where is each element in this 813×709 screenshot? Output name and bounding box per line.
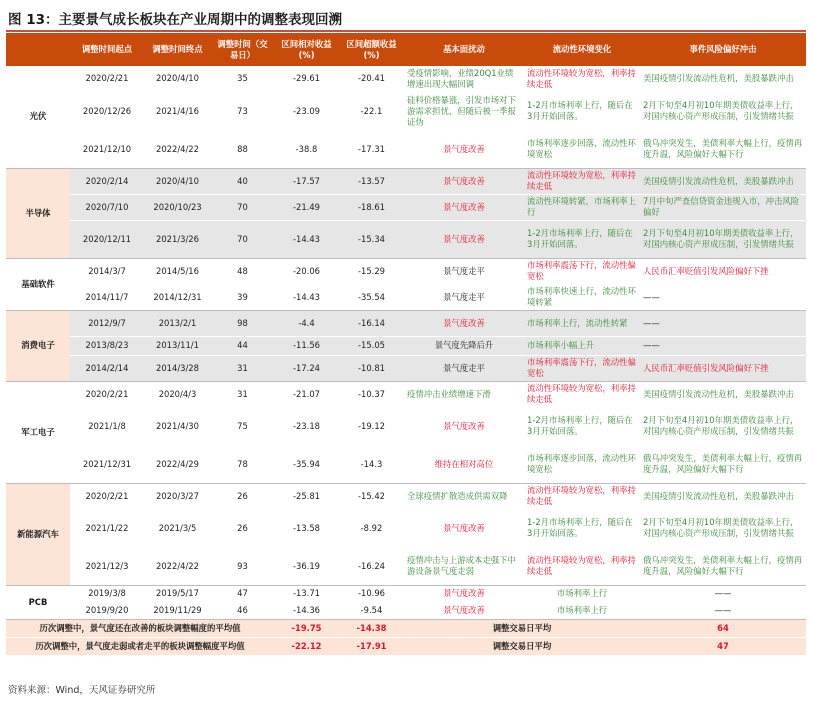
trading-days: 98 (211, 310, 274, 336)
header-excess-return: 区间超额收益(%) (339, 33, 404, 66)
relative-return: -20.06 (274, 258, 339, 284)
excess-return: -17.31 (339, 130, 404, 168)
liquidity-change: 市场利率上行 (524, 602, 640, 619)
trading-days: 73 (211, 92, 274, 130)
figure-title: 图 13：主要景气成长板块在产业周期中的调整表现回溯 (8, 12, 342, 28)
table-row (6, 194, 806, 220)
end-date: 2013/11/1 (144, 336, 211, 355)
liquidity-change: 流动性环境较为宽松，利率持续走低 (524, 168, 640, 194)
fundamental-disturbance: 景气度改善 (404, 407, 524, 445)
liquidity-change: 流动性环境较为宽松，利率持续走低 (524, 483, 640, 509)
fundamental-disturbance: 景气度改善 (404, 130, 524, 168)
summary-days-value: 64 (640, 619, 806, 637)
sector-name: 新能源汽车 (6, 483, 70, 585)
header-start: 调整时间起点 (70, 33, 144, 66)
liquidity-change: 1-2月市场利率上行，随后在3月开始回落。 (524, 220, 640, 258)
fundamental-disturbance: 疫情冲击与上游成本走强下中游设备景气度走弱 (404, 547, 524, 585)
trading-days: 70 (211, 194, 274, 220)
relative-return: -36.19 (274, 547, 339, 585)
start-date: 2014/2/14 (70, 355, 144, 381)
event-risk-shock: 7月中旬严查信贷资金违规入市，冲击风险偏好 (640, 194, 806, 220)
relative-return: -23.18 (274, 407, 339, 445)
summary-label: 历次调整中，景气度还在改善的板块调整幅度的平均值 (6, 619, 274, 637)
relative-return: -14.43 (274, 284, 339, 310)
trading-days: 47 (211, 585, 274, 602)
event-risk-shock: 俄乌冲突发生，美债利率大幅上行，疫情再度升温，风险偏好大幅下行 (640, 130, 806, 168)
sector-name: PCB (6, 585, 70, 619)
start-date: 2014/3/7 (70, 258, 144, 284)
table-row (6, 509, 806, 547)
start-date: 2021/1/22 (70, 509, 144, 547)
fundamental-disturbance: 景气度走平 (404, 284, 524, 310)
table-row (6, 336, 806, 355)
header-relative-return: 区间相对收益(%) (274, 33, 339, 66)
table-row (6, 585, 806, 602)
event-risk-shock: 俄乌冲突发生，美债利率大幅上行，疫情再度升温，风险偏好大幅下行 (640, 445, 806, 483)
relative-return: -23.09 (274, 92, 339, 130)
title-divider (6, 30, 806, 32)
relative-return: -25.81 (274, 483, 339, 509)
event-risk-shock: —— (640, 310, 806, 336)
fundamental-disturbance: 景气度改善 (404, 509, 524, 547)
excess-return: -10.37 (339, 381, 404, 407)
start-date: 2012/9/7 (70, 310, 144, 336)
summary-label: 历次调整中，景气度走弱或者走平的板块调整幅度平均值 (6, 637, 274, 655)
end-date: 2022/4/29 (144, 445, 211, 483)
trading-days: 26 (211, 483, 274, 509)
event-risk-shock: 人民币汇率贬值引发风险偏好下挫 (640, 355, 806, 381)
sector-name: 基础软件 (6, 258, 70, 310)
start-date: 2020/2/21 (70, 381, 144, 407)
relative-return: -21.49 (274, 194, 339, 220)
start-date: 2014/11/7 (70, 284, 144, 310)
trading-days: 48 (211, 258, 274, 284)
relative-return: -14.36 (274, 602, 339, 619)
end-date: 2020/4/10 (144, 66, 211, 92)
excess-return: -15.34 (339, 220, 404, 258)
end-date: 2019/11/29 (144, 602, 211, 619)
fundamental-disturbance: 受疫情影响，业绩20Q1业绩增速出现大幅回调 (404, 66, 524, 92)
end-date: 2020/3/27 (144, 483, 211, 509)
start-date: 2021/1/8 (70, 407, 144, 445)
table-row (6, 547, 806, 585)
event-risk-shock: 美国疫情引发流动性危机，美股暴跌冲击 (640, 66, 806, 92)
start-date: 2021/12/10 (70, 130, 144, 168)
trading-days: 44 (211, 336, 274, 355)
relative-return: -13.71 (274, 585, 339, 602)
table-row (6, 602, 806, 619)
start-date: 2020/12/11 (70, 220, 144, 258)
relative-return: -4.4 (274, 310, 339, 336)
header-liquidity: 流动性环境变化 (524, 33, 640, 66)
summary-relative-return: -22.12 (274, 637, 339, 655)
start-date: 2020/12/26 (70, 92, 144, 130)
event-risk-shock: 2月下旬至4月初10年期美债收益率上行，对国内核心资产形成压制，引发情绪共振 (640, 509, 806, 547)
end-date: 2021/4/16 (144, 92, 211, 130)
relative-return: -29.61 (274, 66, 339, 92)
end-date: 2019/5/17 (144, 585, 211, 602)
relative-return: -21.07 (274, 381, 339, 407)
relative-return: -38.8 (274, 130, 339, 168)
trading-days: 40 (211, 168, 274, 194)
table-row (6, 284, 806, 310)
adjustment-table (6, 33, 806, 656)
liquidity-change: 市场利率快速上行，流动性环境转紧 (524, 284, 640, 310)
sector-name: 半导体 (6, 168, 70, 258)
table-row (6, 407, 806, 445)
sector-name: 军工电子 (6, 381, 70, 483)
fundamental-disturbance: 维持在相对高位 (404, 445, 524, 483)
end-date: 2014/12/31 (144, 284, 211, 310)
start-date: 2020/2/21 (70, 66, 144, 92)
end-date: 2022/4/22 (144, 547, 211, 585)
fundamental-disturbance: 疫情冲击业绩增速下滑 (404, 381, 524, 407)
summary-row-weakening (6, 637, 806, 655)
liquidity-change: 市场利率小幅上升 (524, 336, 640, 355)
liquidity-change: 1-2月市场利率上行，随后在3月开始回落。 (524, 92, 640, 130)
fundamental-disturbance: 硅料价格暴涨，引发市场对下游需求担忧，但随后被一季报证伪 (404, 92, 524, 130)
trading-days: 31 (211, 355, 274, 381)
end-date: 2013/2/1 (144, 310, 211, 336)
event-risk-shock: —— (640, 602, 806, 619)
summary-days-label: 调整交易日平均 (404, 619, 640, 637)
excess-return: -13.57 (339, 168, 404, 194)
start-date: 2013/8/23 (70, 336, 144, 355)
excess-return: -10.81 (339, 355, 404, 381)
sector-name: 消费电子 (6, 310, 70, 381)
liquidity-change: 市场利率震荡下行，流动性偏宽松 (524, 355, 640, 381)
table-row (6, 220, 806, 258)
summary-row-improving (6, 619, 806, 637)
event-risk-shock: 俄乌冲突发生，美债利率大幅上行，疫情再度升温，风险偏好大幅下行 (640, 547, 806, 585)
fundamental-disturbance: 景气度改善 (404, 220, 524, 258)
end-date: 2014/5/16 (144, 258, 211, 284)
fundamental-disturbance: 景气度先降后升 (404, 336, 524, 355)
table-row (6, 92, 806, 130)
event-risk-shock: —— (640, 336, 806, 355)
start-date: 2021/12/3 (70, 547, 144, 585)
excess-return: -18.61 (339, 194, 404, 220)
liquidity-change: 市场利率逐步回落，流动性环境宽松 (524, 445, 640, 483)
header-event-risk: 事件风险偏好冲击 (640, 33, 806, 66)
relative-return: -17.57 (274, 168, 339, 194)
fundamental-disturbance: 景气度走平 (404, 355, 524, 381)
summary-excess-return: -14.38 (339, 619, 404, 637)
end-date: 2020/10/23 (144, 194, 211, 220)
start-date: 2020/2/14 (70, 168, 144, 194)
trading-days: 78 (211, 445, 274, 483)
excess-return: -10.96 (339, 585, 404, 602)
excess-return: -15.05 (339, 336, 404, 355)
table-row (6, 258, 806, 284)
trading-days: 31 (211, 381, 274, 407)
end-date: 2020/4/10 (144, 168, 211, 194)
header-end: 调整时间终点 (144, 33, 211, 66)
event-risk-shock: 2月下旬至4月初10年期美债收益率上行，对国内核心资产形成压制，引发情绪共振 (640, 92, 806, 130)
excess-return: -35.54 (339, 284, 404, 310)
end-date: 2021/3/5 (144, 509, 211, 547)
table-row (6, 310, 806, 336)
excess-return: -8.92 (339, 509, 404, 547)
fundamental-disturbance: 景气度改善 (404, 310, 524, 336)
summary-days-value: 47 (640, 637, 806, 655)
event-risk-shock: —— (640, 585, 806, 602)
liquidity-change: 流动性环境转紧，市场利率上行 (524, 194, 640, 220)
end-date: 2021/4/30 (144, 407, 211, 445)
start-date: 2020/2/21 (70, 483, 144, 509)
liquidity-change: 1-2月市场利率上行，随后在3月开始回落。 (524, 509, 640, 547)
sector-name: 光伏 (6, 66, 70, 168)
header-fundamental: 基本面扰动 (404, 33, 524, 66)
end-date: 2022/4/22 (144, 130, 211, 168)
header-sector (6, 33, 70, 66)
liquidity-change: 1-2月市场利率上行，随后在3月开始回落。 (524, 407, 640, 445)
relative-return: -35.94 (274, 445, 339, 483)
trading-days: 93 (211, 547, 274, 585)
excess-return: -16.24 (339, 547, 404, 585)
event-risk-shock: 2月下旬至4月初10年期美债收益率上行，对国内核心资产形成压制，引发情绪共振 (640, 407, 806, 445)
excess-return: -15.42 (339, 483, 404, 509)
table-row (6, 483, 806, 509)
trading-days: 26 (211, 509, 274, 547)
event-risk-shock: —— (640, 284, 806, 310)
table-row (6, 130, 806, 168)
summary-relative-return: -19.75 (274, 619, 339, 637)
liquidity-change: 市场利率震荡下行，流动性偏宽松 (524, 258, 640, 284)
end-date: 2021/3/26 (144, 220, 211, 258)
trading-days: 39 (211, 284, 274, 310)
fundamental-disturbance: 景气度改善 (404, 168, 524, 194)
trading-days: 75 (211, 407, 274, 445)
start-date: 2019/3/8 (70, 585, 144, 602)
trading-days: 88 (211, 130, 274, 168)
excess-return: -20.41 (339, 66, 404, 92)
trading-days: 70 (211, 220, 274, 258)
summary-excess-return: -17.91 (339, 637, 404, 655)
liquidity-change: 流动性环境较为宽松，利率持续走低 (524, 547, 640, 585)
excess-return: -9.54 (339, 602, 404, 619)
fundamental-disturbance: 景气度走平 (404, 258, 524, 284)
summary-days-label: 调整交易日平均 (404, 637, 640, 655)
event-risk-shock: 美国疫情引发流动性危机，美股暴跌冲击 (640, 168, 806, 194)
header-row (6, 33, 806, 66)
relative-return: -13.58 (274, 509, 339, 547)
end-date: 2014/3/28 (144, 355, 211, 381)
start-date: 2019/9/20 (70, 602, 144, 619)
header-days: 调整时间（交易日） (211, 33, 274, 66)
table-row (6, 381, 806, 407)
fundamental-disturbance: 全球疫情扩散造成供需双降 (404, 483, 524, 509)
table-row (6, 445, 806, 483)
source-note: 资料来源：Wind，天风证券研究所 (8, 685, 156, 696)
fundamental-disturbance: 景气度改善 (404, 194, 524, 220)
liquidity-change: 市场利率上行 (524, 585, 640, 602)
excess-return: -14.3 (339, 445, 404, 483)
excess-return: -22.1 (339, 92, 404, 130)
event-risk-shock: 美国疫情引发流动性危机，美股暴跌冲击 (640, 483, 806, 509)
start-date: 2020/7/10 (70, 194, 144, 220)
event-risk-shock: 美国疫情引发流动性危机，美股暴跌冲击 (640, 381, 806, 407)
relative-return: -11.56 (274, 336, 339, 355)
table-row (6, 168, 806, 194)
table-row (6, 66, 806, 92)
liquidity-change: 市场利率逐步回落，流动性环境宽松 (524, 130, 640, 168)
liquidity-change: 流动性环境较为宽松，利率持续走低 (524, 381, 640, 407)
fundamental-disturbance: 景气度改善 (404, 602, 524, 619)
start-date: 2021/12/31 (70, 445, 144, 483)
excess-return: -16.14 (339, 310, 404, 336)
trading-days: 46 (211, 602, 274, 619)
liquidity-change: 流动性环境较为宽松，利率持续走低 (524, 66, 640, 92)
trading-days: 35 (211, 66, 274, 92)
event-risk-shock: 2月下旬至4月初10年期美债收益率上行，对国内核心资产形成压制，引发情绪共振 (640, 220, 806, 258)
relative-return: -14.43 (274, 220, 339, 258)
event-risk-shock: 人民币汇率贬值引发风险偏好下挫 (640, 258, 806, 284)
end-date: 2020/4/3 (144, 381, 211, 407)
fundamental-disturbance: 景气度改善 (404, 585, 524, 602)
liquidity-change: 市场利率上行，流动性转紧 (524, 310, 640, 336)
table-row (6, 355, 806, 381)
excess-return: -19.12 (339, 407, 404, 445)
excess-return: -15.29 (339, 258, 404, 284)
relative-return: -17.24 (274, 355, 339, 381)
